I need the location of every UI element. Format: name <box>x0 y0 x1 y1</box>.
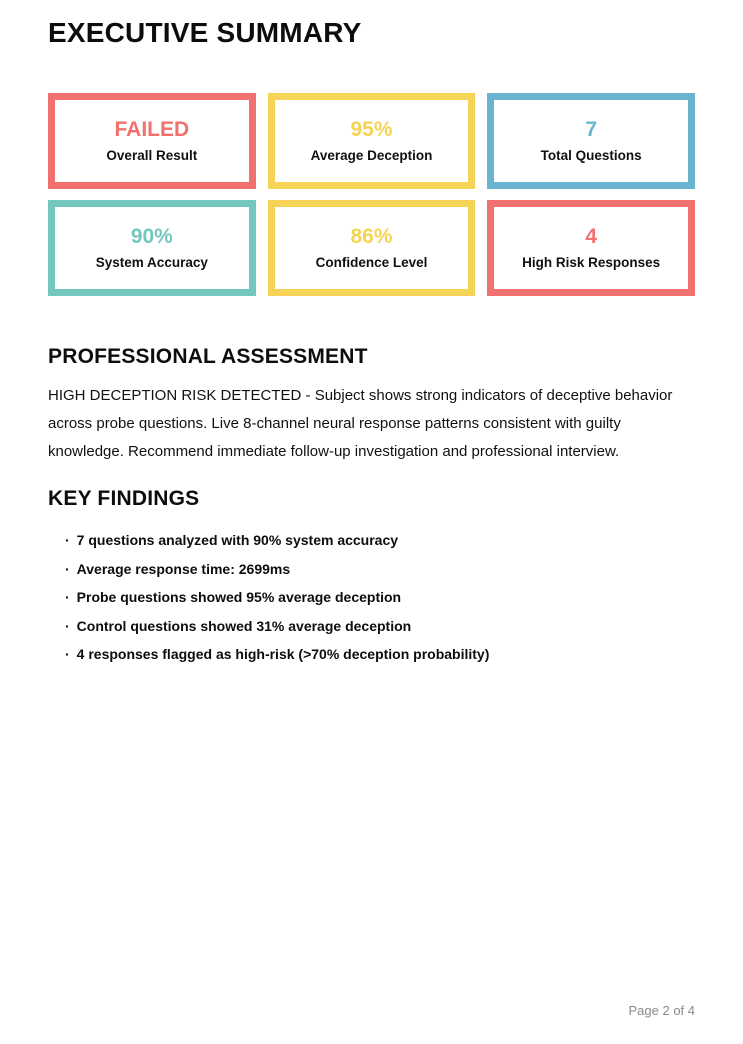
key-findings-list <box>48 533 695 661</box>
stat-value: 95% <box>350 118 393 142</box>
stat-label: Average Deception <box>310 148 433 164</box>
professional-assessment-heading: PROFESSIONAL ASSESSMENT <box>48 345 368 368</box>
page-number: Page 2 of 4 <box>628 1003 695 1018</box>
bullet-marker: · <box>65 589 70 605</box>
stat-card-system-accuracy <box>48 200 256 296</box>
finding-text: Control questions showed 31% average deception <box>76 617 412 634</box>
stat-value: 90% <box>130 225 173 249</box>
stat-label: Overall Result <box>106 148 198 164</box>
stats-grid <box>48 93 695 296</box>
stat-value: FAILED <box>114 118 190 142</box>
bullet-marker: · <box>65 617 70 634</box>
finding-item <box>65 533 695 547</box>
stat-label: High Risk Responses <box>522 255 661 271</box>
bullet-marker: · <box>65 646 70 662</box>
stat-card-average-deception <box>268 93 476 189</box>
finding-text: 7 questions analyzed with 90% system accuracy <box>76 532 399 548</box>
stat-card-total-questions <box>487 93 695 189</box>
bullet-marker: · <box>65 560 70 577</box>
page-title: EXECUTIVE SUMMARY <box>48 17 362 48</box>
finding-text: Probe questions showed 95% average deception <box>76 589 402 605</box>
professional-assessment-body: HIGH DECEPTION RISK DETECTED - Subject shows strong indicators of deceptive behavior across probe questions. Live 8-channel neural response patterns consistent with guilty knowledge. Recommend immediate follow-up investigation and professional interview. <box>48 387 673 460</box>
stat-label: System Accuracy <box>95 255 208 271</box>
finding-item <box>65 647 695 661</box>
stat-card-overall-result <box>48 93 256 189</box>
stat-label: Confidence Level <box>315 255 428 271</box>
finding-item <box>65 619 695 633</box>
key-findings-heading: KEY FINDINGS <box>48 487 200 510</box>
finding-item <box>65 562 695 576</box>
stat-card-confidence-level <box>268 200 476 296</box>
stat-label: Total Questions <box>540 148 642 164</box>
stat-value: 86% <box>350 225 393 249</box>
finding-item <box>65 590 695 604</box>
finding-text: Average response time: 2699ms <box>76 560 291 577</box>
bullet-marker: · <box>65 532 70 548</box>
finding-text: 4 responses flagged as high-risk (>70% deception probability) <box>76 646 490 662</box>
stat-card-high-risk-responses <box>487 200 695 296</box>
stat-value: 7 <box>585 118 597 142</box>
stat-value: 4 <box>585 225 597 249</box>
